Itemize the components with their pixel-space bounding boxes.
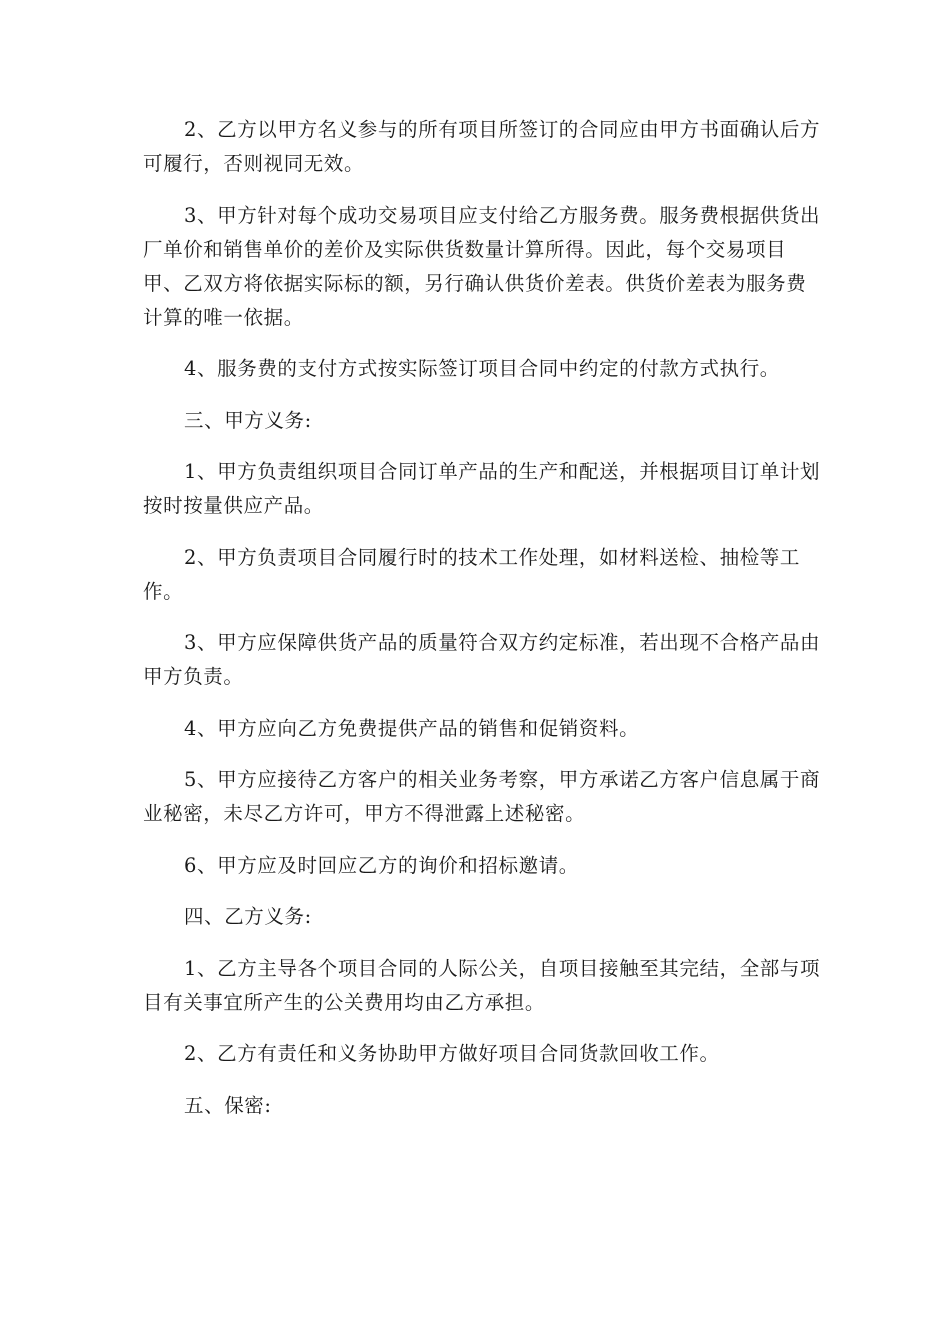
text-line: 可履行，否则视同无效。 [143, 152, 365, 175]
text-line: 厂单价和销售单价的差价及实际供货数量计算所得。因此，每个交易项目 [143, 237, 787, 261]
text-line: 业秘密，未尽乙方许可，甲方不得泄露上述秘密。 [143, 802, 586, 825]
paragraph-4 [143, 352, 807, 386]
paragraph-party-a-2 [143, 541, 807, 609]
section-heading-5 [143, 1089, 807, 1123]
heading-text: 三、甲方义务: [184, 408, 312, 432]
document-body [143, 113, 821, 1140]
text-line: 2、甲方负责项目合同履行时的技术工作处理，如材料送检、抽检等工 [184, 545, 801, 569]
text-line: 1、乙方主导各个项目合同的人际公关，自项目接触至其完结，全部与项 [184, 956, 821, 980]
heading-text: 五、保密: [184, 1093, 272, 1117]
paragraph-party-a-4 [143, 712, 807, 746]
paragraph-party-a-3 [143, 626, 821, 694]
text-line: 4、甲方应向乙方免费提供产品的销售和促销资料。 [184, 716, 640, 740]
text-line: 计算的唯一依据。 [143, 305, 304, 329]
text-line: 1、甲方负责组织项目合同订单产品的生产和配送，并根据项目订单计划 [184, 460, 821, 483]
heading-text: 四、乙方义务: [184, 905, 312, 928]
paragraph-3 [143, 199, 821, 335]
paragraph-party-b-2 [143, 1037, 807, 1071]
text-line: 2、乙方有责任和义务协助甲方做好项目合同货款回收工作。 [184, 1042, 720, 1065]
text-line: 4、服务费的支付方式按实际签订项目合同中约定的付款方式执行。 [184, 357, 780, 380]
paragraph-party-a-1 [143, 455, 821, 523]
section-heading-3 [143, 404, 807, 438]
text-line: 甲方负责。 [143, 665, 244, 688]
text-line: 3、甲方针对每个成功交易项目应支付给乙方服务费。服务费根据供货出 [184, 203, 821, 227]
text-line: 按时按量供应产品。 [143, 494, 324, 517]
section-heading-4 [143, 900, 807, 934]
paragraph-party-a-5 [143, 763, 821, 831]
text-line: 作。 [143, 579, 184, 603]
text-line: 2、乙方以甲方名义参与的所有项目所签订的合同应由甲方书面确认后方 [184, 118, 821, 141]
text-line: 5、甲方应接待乙方客户的相关业务考察，甲方承诺乙方客户信息属于商 [184, 768, 821, 791]
paragraph-2 [143, 113, 821, 181]
paragraph-party-a-6 [143, 849, 807, 883]
text-line: 3、甲方应保障供货产品的质量符合双方约定标准，若出现不合格产品由 [184, 631, 821, 654]
paragraph-party-b-1 [143, 952, 821, 1020]
text-line: 目有关事宜所产生的公关费用均由乙方承担。 [143, 990, 546, 1014]
text-line: 甲、乙双方将依据实际标的额，另行确认供货价差表。供货价差表为服务费 [143, 271, 807, 295]
text-line: 6、甲方应及时回应乙方的询价和招标邀请。 [184, 853, 579, 877]
